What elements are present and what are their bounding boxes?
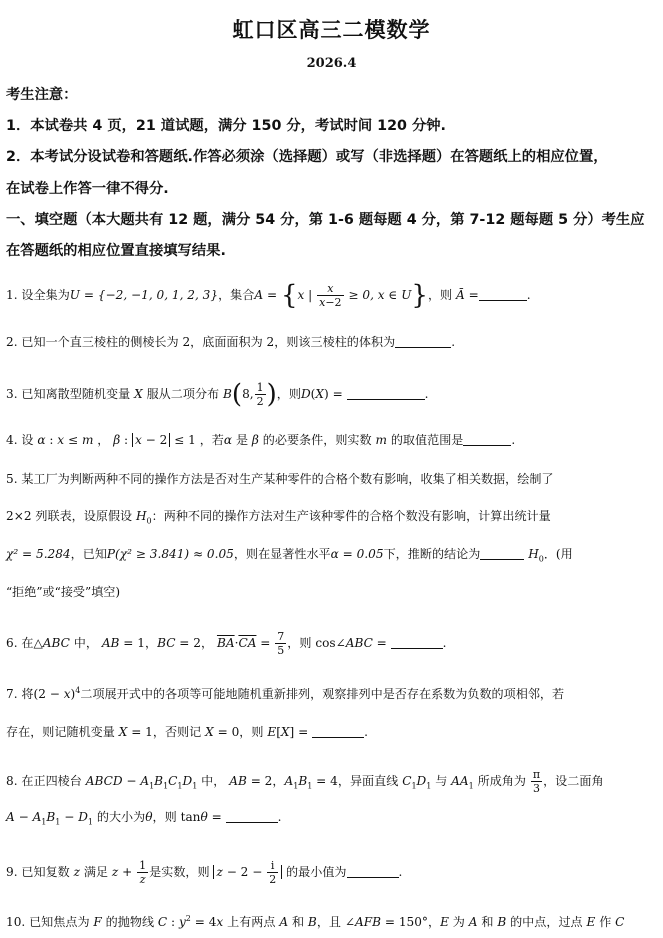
question-3: 3. 已知离散型随机变量 X 服从二项分布 B(8, $\frac{1}{2}$ )，则D(X) = .	[6, 379, 429, 410]
question-5-line-2: 2×2 列联表，设原假设 $H_0$：两种不同的操作方法对生产该种零件的合格个数没有影响，计算出统计量	[6, 509, 551, 526]
answer-blank[interactable]	[391, 636, 443, 649]
answer-blank[interactable]	[395, 335, 451, 348]
notice-item-2: 2．本考试分设试卷和答题纸.作答必须涂（选择题）或写（非选择题）在答题纸上的相应位置，	[6, 149, 608, 165]
notice-heading: 考生注意：	[6, 87, 78, 103]
notice-item-1: 1．本试卷共 4 页，21 道试题，满分 150 分，考试时间 120 分钟.	[6, 118, 446, 134]
question-8-line-2: $A - A_1B_1 - D_1$ 的大小为θ，则 tanθ = .	[6, 810, 282, 827]
answer-blank[interactable]	[479, 288, 527, 301]
answer-blank[interactable]	[347, 865, 399, 878]
exam-date: 2026.4	[306, 56, 357, 71]
section-1-heading: 一、填空题（本大题共有 12 题，满分 54 分，第 1-6 题每题 4 分，第 7-12 题每题 5 分）考生应	[6, 212, 645, 228]
answer-blank[interactable]	[463, 433, 511, 446]
question-9: 9. 已知复数 z 满足 z + $\frac{1}{z}$ 是实数，则 z − 2 − $\frac{i}{2}$ 的最小值为 .	[6, 859, 403, 886]
exam-title: 虹口区高三二模数学	[232, 18, 431, 42]
answer-blank[interactable]	[312, 725, 364, 738]
question-5: 5. 某工厂为判断两种不同的操作方法是否对生产某种零件的合格个数有影响，收集了相关数据，绘制了	[6, 472, 554, 486]
question-1: 1. 设全集为U = {−2, −1, 0, 1, 2, 3}，集合A = {x | $\frac{x}{x-2}$ ≥ 0, x ∈ U}，则 Ā = .	[6, 280, 531, 311]
section-1-heading-cont: 在答题纸的相应位置直接填写结果.	[6, 243, 226, 259]
question-4: 4. 设 α : x ≤ m ， β : x − 2 ≤ 1 ，若α 是 β 的必要条件，则实数 m 的取值范围是 .	[6, 433, 516, 447]
question-5-line-4: “拒绝”或“接受”填空)	[6, 585, 121, 599]
question-2: 2. 已知一个直三棱柱的侧棱长为 2，底面面积为 2，则该三棱柱的体积为 .	[6, 335, 456, 349]
question-5-line-3: χ² = 5.284，已知P(χ² ≥ 3.841) ≈ 0.05，则在显著性水平α = 0.05下，推断的结论为 $H_0$．(用	[6, 547, 573, 564]
set-u: U = {−2, −1, 0, 1, 2, 3}	[69, 288, 219, 302]
question-8: 8. 在正四棱台 ABCD − $A_1B_1C_1D_1$ 中， AB = 2，$A_1B_1 = 4$，异面直线 $C_1D_1$ 与 $AA_1$ 所成角为 $\frac{\pi}{3}$ ，设二面角	[6, 768, 604, 795]
answer-blank[interactable]	[347, 387, 425, 400]
question-6: 6. 在△ABC 中， AB = 1，BC = 2， $\overline{BA}\cdot\overline{CA}$ = $\frac{7}{5}$ ，则 cos∠ABC = .	[6, 630, 447, 657]
notice-item-2-cont: 在试卷上作答一律不得分.	[6, 181, 169, 197]
answer-blank[interactable]	[480, 547, 524, 560]
answer-blank[interactable]	[226, 810, 278, 823]
question-7: 7. 将$(2 - x)^4$二项展开式中的各项等可能地随机重新排列，观察排列中是否存在系数为负数的项相邻，若	[6, 686, 565, 702]
question-7-line-2: 存在，则记随机变量 X = 1，否则记 X = 0，则 E[X] = .	[6, 725, 368, 739]
question-10: 10. 已知焦点为 F 的抛物线 C : $y^2 = 4x$ 上有两点 A 和 B，且 ∠AFB = 150°，E 为 A 和 B 的中点，过点 E 作 C	[6, 914, 625, 930]
